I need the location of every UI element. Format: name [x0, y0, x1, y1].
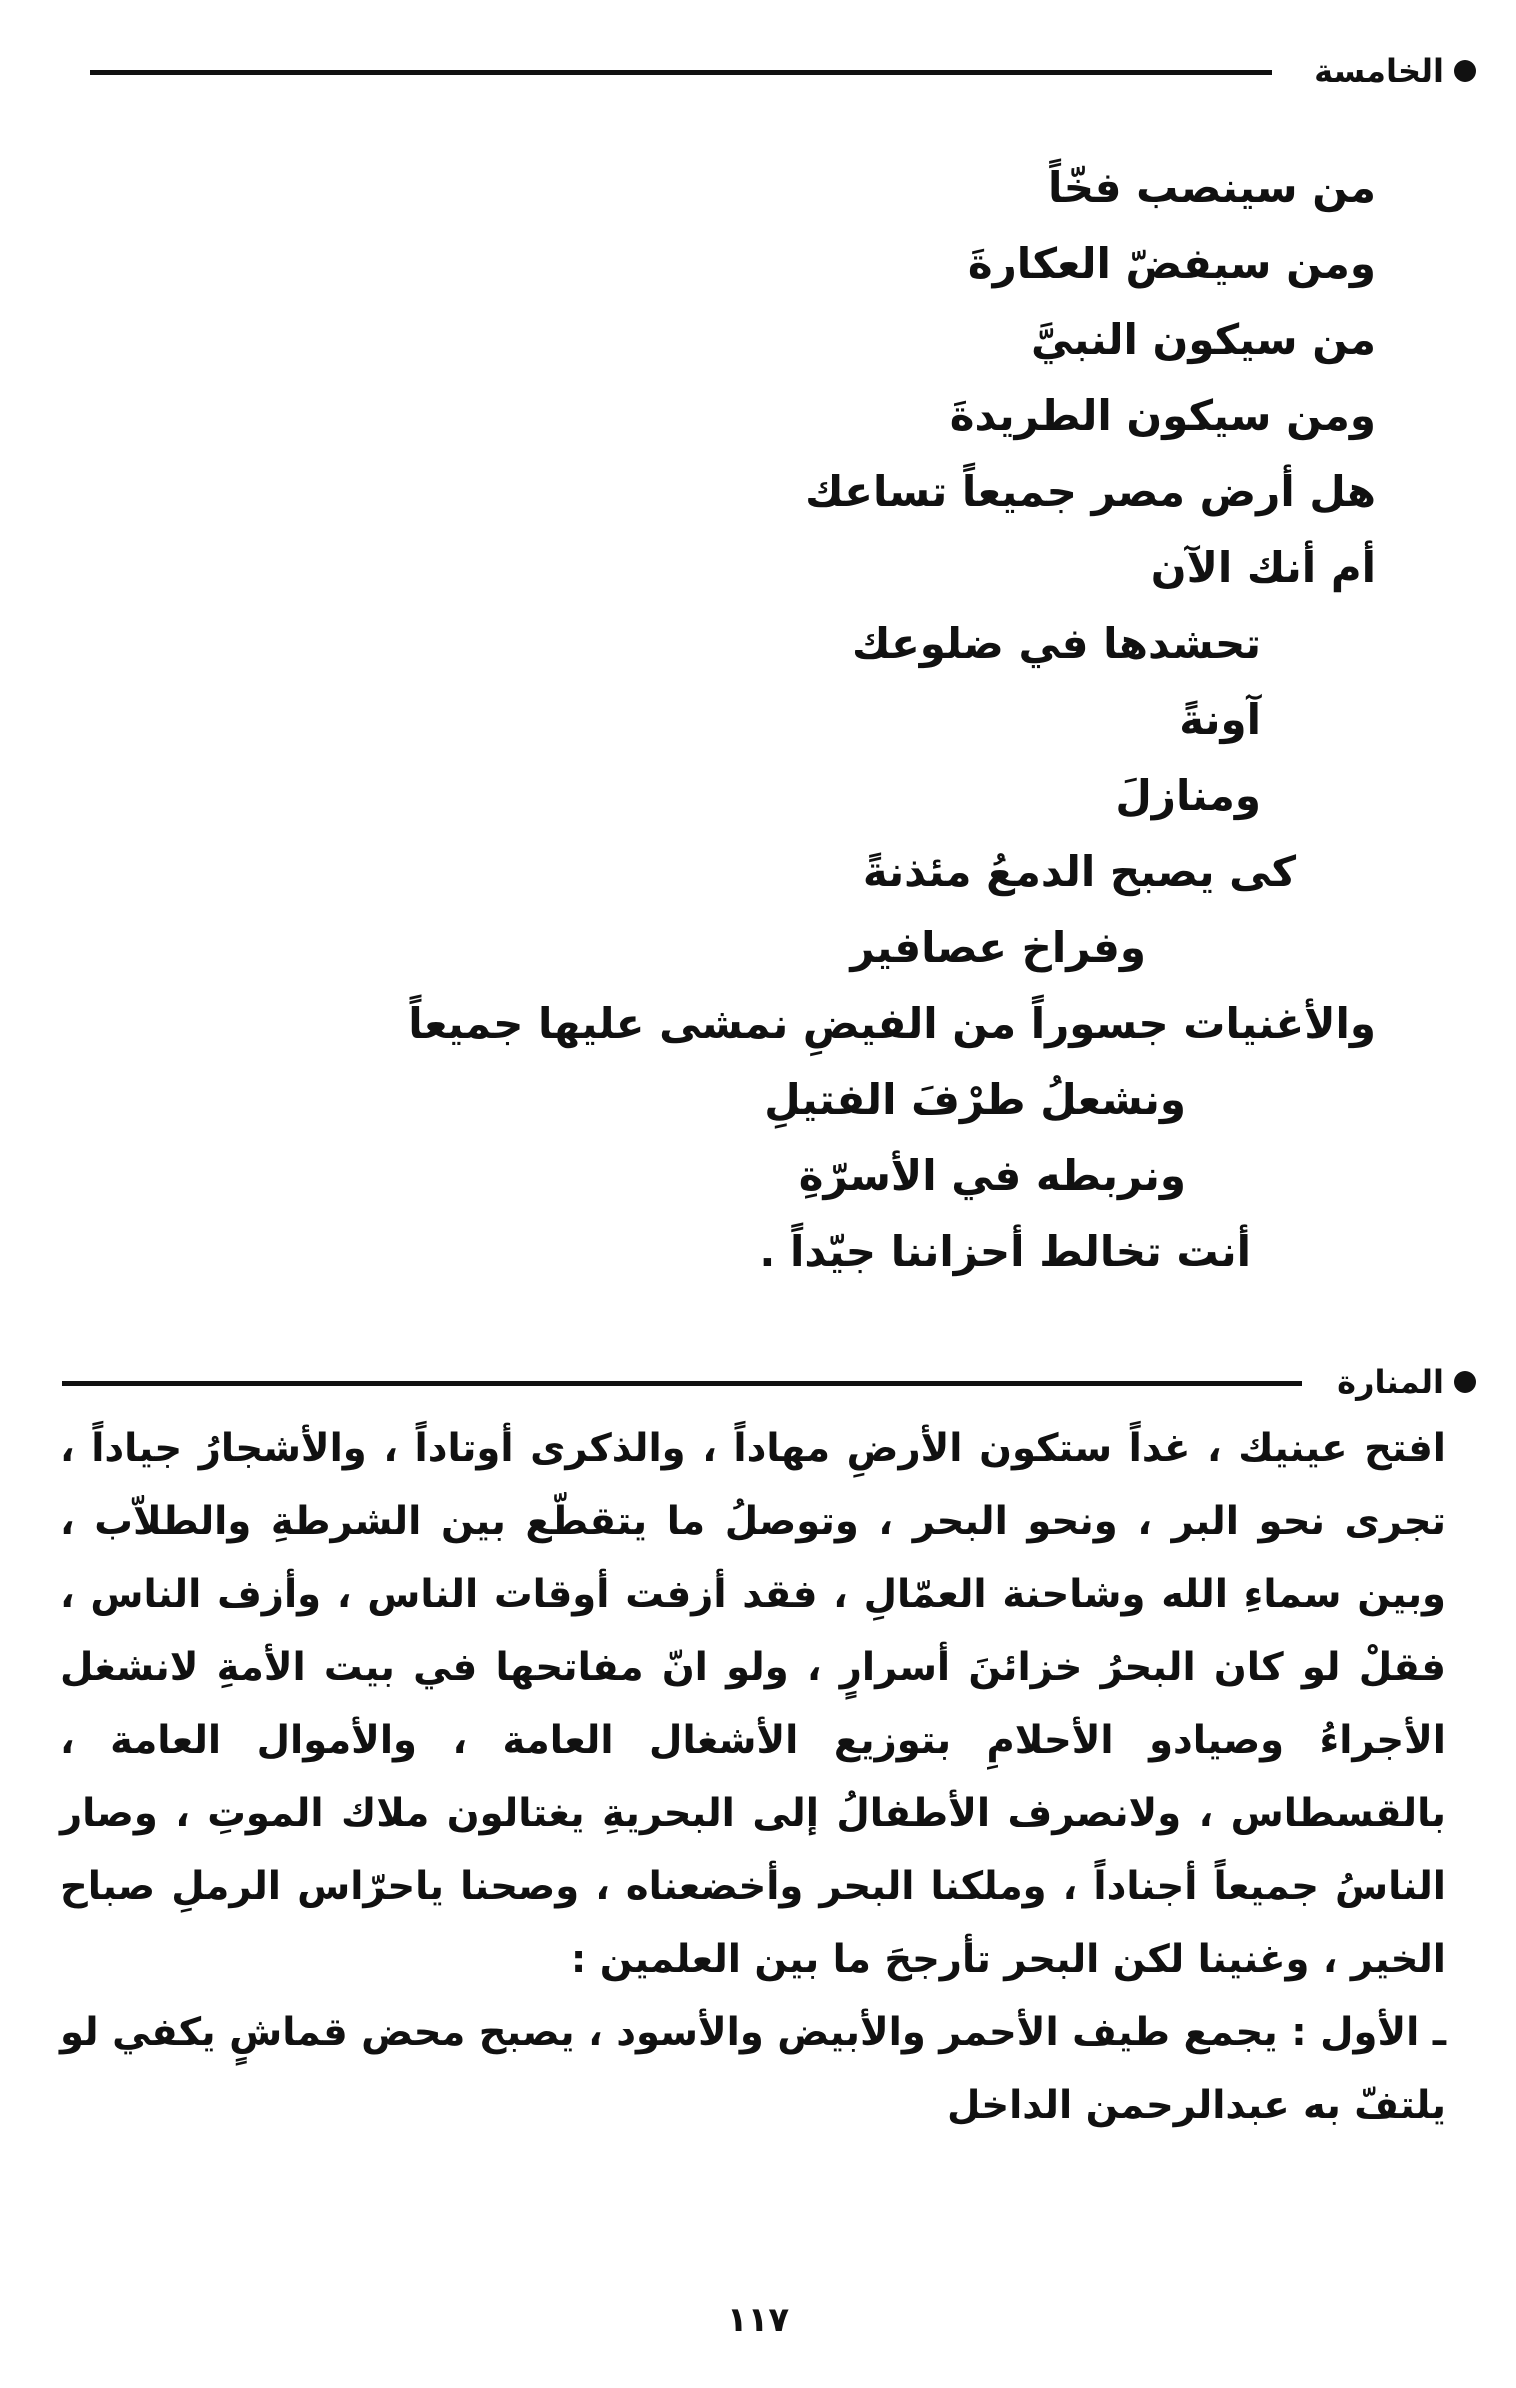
prose-paragraph: ـ الأول : يجمع طيف الأحمر والأبيض والأسود ، يصبح محض قماشٍ يكفي لو يلتفّ به عبدالرحمن الداخل	[60, 2010, 1446, 2128]
poem-line: كى يصبح الدمعُ مئذنةً	[862, 847, 1296, 896]
prose-body	[60, 1412, 1446, 2142]
poem-line: أم أنك الآن	[1150, 543, 1376, 592]
bullet-icon	[1454, 1371, 1476, 1393]
poem-line: أنت تخالط أحزاننا جيّداً .	[759, 1227, 1251, 1276]
prose-paragraph: افتح عينيك ، غداً ستكون الأرضِ مهاداً ، والذكرى أوتاداً ، والأشجارُ جياداً ، تجرى نحو البر ، ونحو البحر ، وتوصلُ ما يتقطّع بين الشرطةِ والطلاّب ، وبين سماءِ الله وشاحنة العمّالِ ، فقد أزفت أوقات الناس ، وأزف الناس ، فقلْ لو كان البحرُ خزائنَ أسرارٍ ، ولو انّ مفاتحها في بيت الأمةِ لانشغل الأجراءُ وصيادو الأحلامِ بتوزيع الأشغال العامة ، والأموال العامة ، بالقسطاس ، ولانصرف الأطفالُ إلى البحريةِ يغتالون ملاك الموتِ ، وصار الناسُ جميعاً أجناداً ، وملكنا البحر وأخضعناه ، وصحنا ياحرّاس الرملِ صباح الخير ، وغنينا لكن البحر تأرجحَ ما بين العلمين :	[60, 1426, 1446, 1982]
poem-line: ونشعلُ طرْفَ الفتيلِ	[764, 1075, 1186, 1124]
section-header-lighthouse	[1337, 1363, 1476, 1401]
poem-line: والأغنيات جسوراً من الفيضِ نمشى عليها جميعاً	[408, 999, 1376, 1048]
poem-line: من سيكون النبيَّ	[1030, 315, 1376, 364]
poem-line: تحشدها في ضلوعك	[851, 619, 1261, 668]
section-title: الخامسة	[1314, 52, 1444, 90]
poem-line: هل أرض مصر جميعاً تساعك	[805, 467, 1376, 516]
poem-line: آونةً	[1179, 695, 1261, 744]
poem-line: من سينصب فخّاً	[1047, 163, 1376, 212]
poem-line: ومنازلَ	[1115, 771, 1261, 820]
poem-line: ومن سيكون الطريدةَ	[949, 391, 1376, 440]
section-header-fifth	[1314, 52, 1476, 90]
page-number: ١١٧	[726, 2300, 790, 2340]
poem-line: وفراخ عصافير	[850, 923, 1146, 972]
bullet-icon	[1454, 60, 1476, 82]
section-rule	[62, 1381, 1302, 1386]
poem-line: ونربطه في الأسرّةِ	[798, 1151, 1186, 1200]
section-rule	[90, 70, 1272, 75]
section-title: المنارة	[1337, 1363, 1444, 1401]
poem	[376, 150, 1376, 1290]
poem-line: ومن سيفضّ العكارةَ	[967, 239, 1376, 288]
